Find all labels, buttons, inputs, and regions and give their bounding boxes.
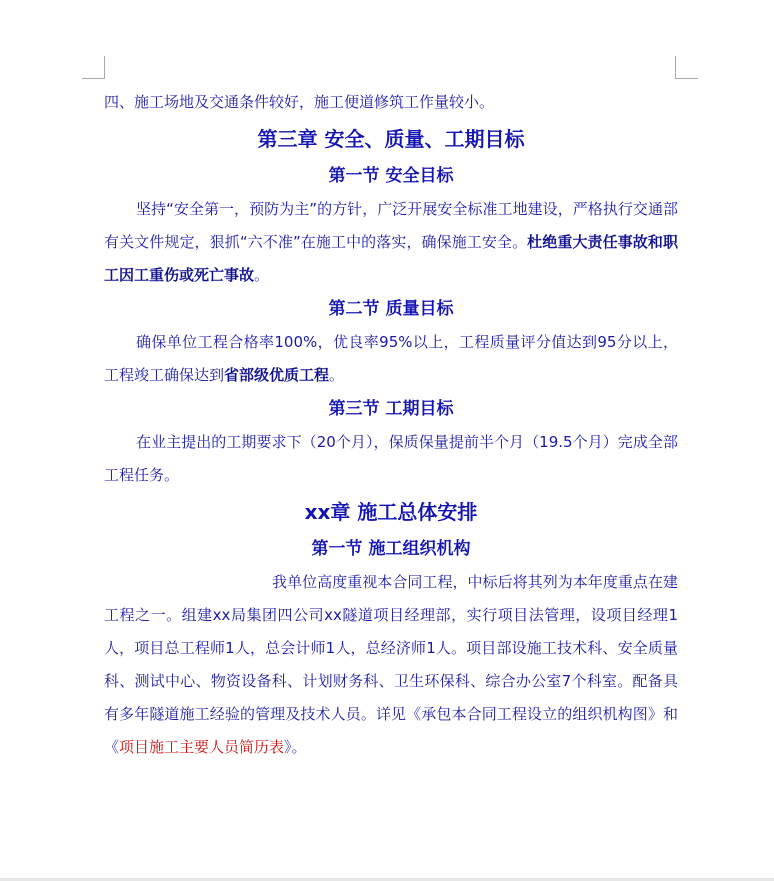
- organization-red-link: 项目施工主要人员简历表: [119, 738, 285, 756]
- crop-mark-top-left: [82, 56, 105, 79]
- quality-bold-text: 省部级优质工程: [224, 366, 330, 384]
- chapter-xx-title: xx章 施工总体安排: [304, 500, 478, 524]
- section-schedule-title: 第三节 工期目标: [328, 399, 454, 419]
- crop-mark-top-right: [675, 56, 698, 79]
- intro-line: 四、施工场地及交通条件较好，施工便道修筑工作量较小。: [104, 93, 495, 111]
- safety-text: 坚持“安全第一，预防为主”的方针，广泛开展安全标准工地建设，严格执行交通部有关文件规定，狠抓“六不准”在施工中的落实，确保施工安全。: [104, 200, 678, 251]
- safety-bold-text: 杜绝重大责任事故和职工因工重伤或死亡事故: [104, 233, 678, 284]
- chapter-3-title: 第三章 安全、质量、工期目标: [257, 127, 525, 151]
- quality-text: 确保单位工程合格率100%，优良率95%以上，工程质量评分值达到95分以上，工程竣工确保达到: [104, 333, 678, 384]
- section-organization-title: 第一节 施工组织机构: [311, 539, 471, 559]
- safety-end: 。: [254, 266, 270, 284]
- quality-end: 。: [329, 366, 345, 384]
- organization-text: 我单位高度重视本合同工程，中标后将其列为本年度重点在建工程之一。组建xx局集团四公司xx隧道项目经理部，实行项目法管理，设项目经理1人，项目总工程师1人，总会计师1人，总经济师1人。项目部设施工技术科、安全质量科、测试中心、物资设备科、计划财务科、卫生环保科、综合办公室7个科室。配备具有多年隧道施工经验的管理及技术人员。详见《承包本合同工程设立的组织机构图》和《: [104, 573, 678, 756]
- section-quality-title: 第二节 质量目标: [328, 299, 454, 319]
- section-quality-paragraph: [104, 326, 678, 392]
- section-schedule-paragraph: 在业主提出的工期要求下（20个月），保质保量提前半个月（19.5个月）完成全部工程任务。: [104, 433, 678, 484]
- section-organization-paragraph: [104, 566, 678, 764]
- organization-end: 》。: [284, 738, 307, 756]
- document-body: [104, 86, 678, 764]
- section-safety-title: 第一节 安全目标: [328, 166, 454, 186]
- section-safety-paragraph: [104, 193, 678, 292]
